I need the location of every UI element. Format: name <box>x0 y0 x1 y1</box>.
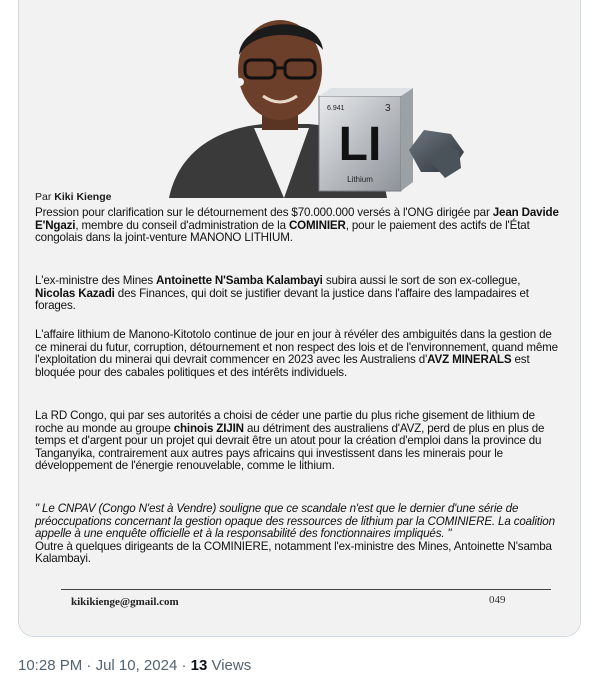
paragraph-1: Pression pour clarification sur le détournement des $70.000.000 versés à l'ONG dirigée par Jean Davide E'Ngazi, membre du conseil d'administration de la COMINIER, pour le paiement des actifs de l'État congolais dans la joint-venture MANONO LITHIUM. <box>35 206 559 245</box>
lithium-element-tile <box>319 88 413 191</box>
tweet-media-card[interactable] <box>18 0 581 637</box>
author-email: kikikienge@gmail.com <box>71 596 179 608</box>
tile-symbol: LI <box>338 118 382 171</box>
tile-number: 3 <box>385 103 391 114</box>
byline: Par Kiki Kienge <box>35 191 112 203</box>
paragraph-5: " Le CNPAV (Congo N'est à Vendre) souligne que ce scandale n'est que le dernier d'une série de préoccupations concernant la gestion opaque des ressources de lithium par la COMINIERE. La coalition appelle à une enquête officielle et à la responsabilité des fonctionnaires impliqués. " Outre à quelques dirigeants de la COMINIERE, notamment l'ex-ministre des Mines, Antoinette N'samba Kalambayi. <box>35 502 555 566</box>
views-count: 13 <box>190 657 208 674</box>
paragraph-2: L'ex-ministre des Mines Antoinette N'Samba Kalambayi subira aussi le sort de son ex-collegue, Nicolas Kazadi des Finances, qui doit se justifier devant la justice dans l'affaire des lampadaires et forages. <box>35 274 529 313</box>
header-photo <box>159 0 469 198</box>
tweet-time[interactable]: 10:28 PM <box>18 657 83 674</box>
cnpav-quote: " Le CNPAV (Congo N'est à Vendre) souligne que ce scandale n'est que le dernier d'une série de préoccupations concernant la gestion opaque des ressources de lithium par la COMINIERE. La coalition appelle à une enquête officielle et à la responsabilité des fonctionnaires impliqués. " <box>35 502 555 541</box>
tile-name: Lithium <box>347 175 373 184</box>
tweet-date[interactable]: Jul 10, 2024 <box>95 657 178 674</box>
footer-divider <box>61 589 551 590</box>
byline-author: Kiki Kienge <box>54 191 112 203</box>
portrait-illustration <box>159 0 469 198</box>
tile-mass: 6.941 <box>327 105 345 112</box>
tweet-meta: 10:28 PM · Jul 10, 2024 · 13 Views <box>18 657 252 674</box>
page-number: 049 <box>489 594 506 606</box>
views-label: Views <box>207 657 252 674</box>
article-image[interactable] <box>19 0 580 636</box>
paragraph-4: La RD Congo, qui par ses autorités a choisi de céder une partie du plus riche gisement de lithium de roche au monde au groupe chinois ZIJIN au détriment des australiens d'AVZ, perd de plus en plus de temps et d'argent pour un projet qui devrait être un atout pour la création d'emploi dans la province du Tanganyika, contrairement aux autres pays africains qui investissent dans les minerais pour le développement de l'énergie renouvelable, comme le lithium. <box>35 409 545 473</box>
paragraph-3: L'affaire lithium de Manono-Kitotolo continue de jour en jour à révéler des ambiguités dans la gestion de ce minerai du futur, corruption, détournement et non respect des lois et de l'environnement, quand même l'exploitation du minerai qui devrait commencer en 2023 avec les Australiens d'AVZ MINERALS est bloquée pour des cabales politiques et des intérêts individuels. <box>35 328 558 379</box>
